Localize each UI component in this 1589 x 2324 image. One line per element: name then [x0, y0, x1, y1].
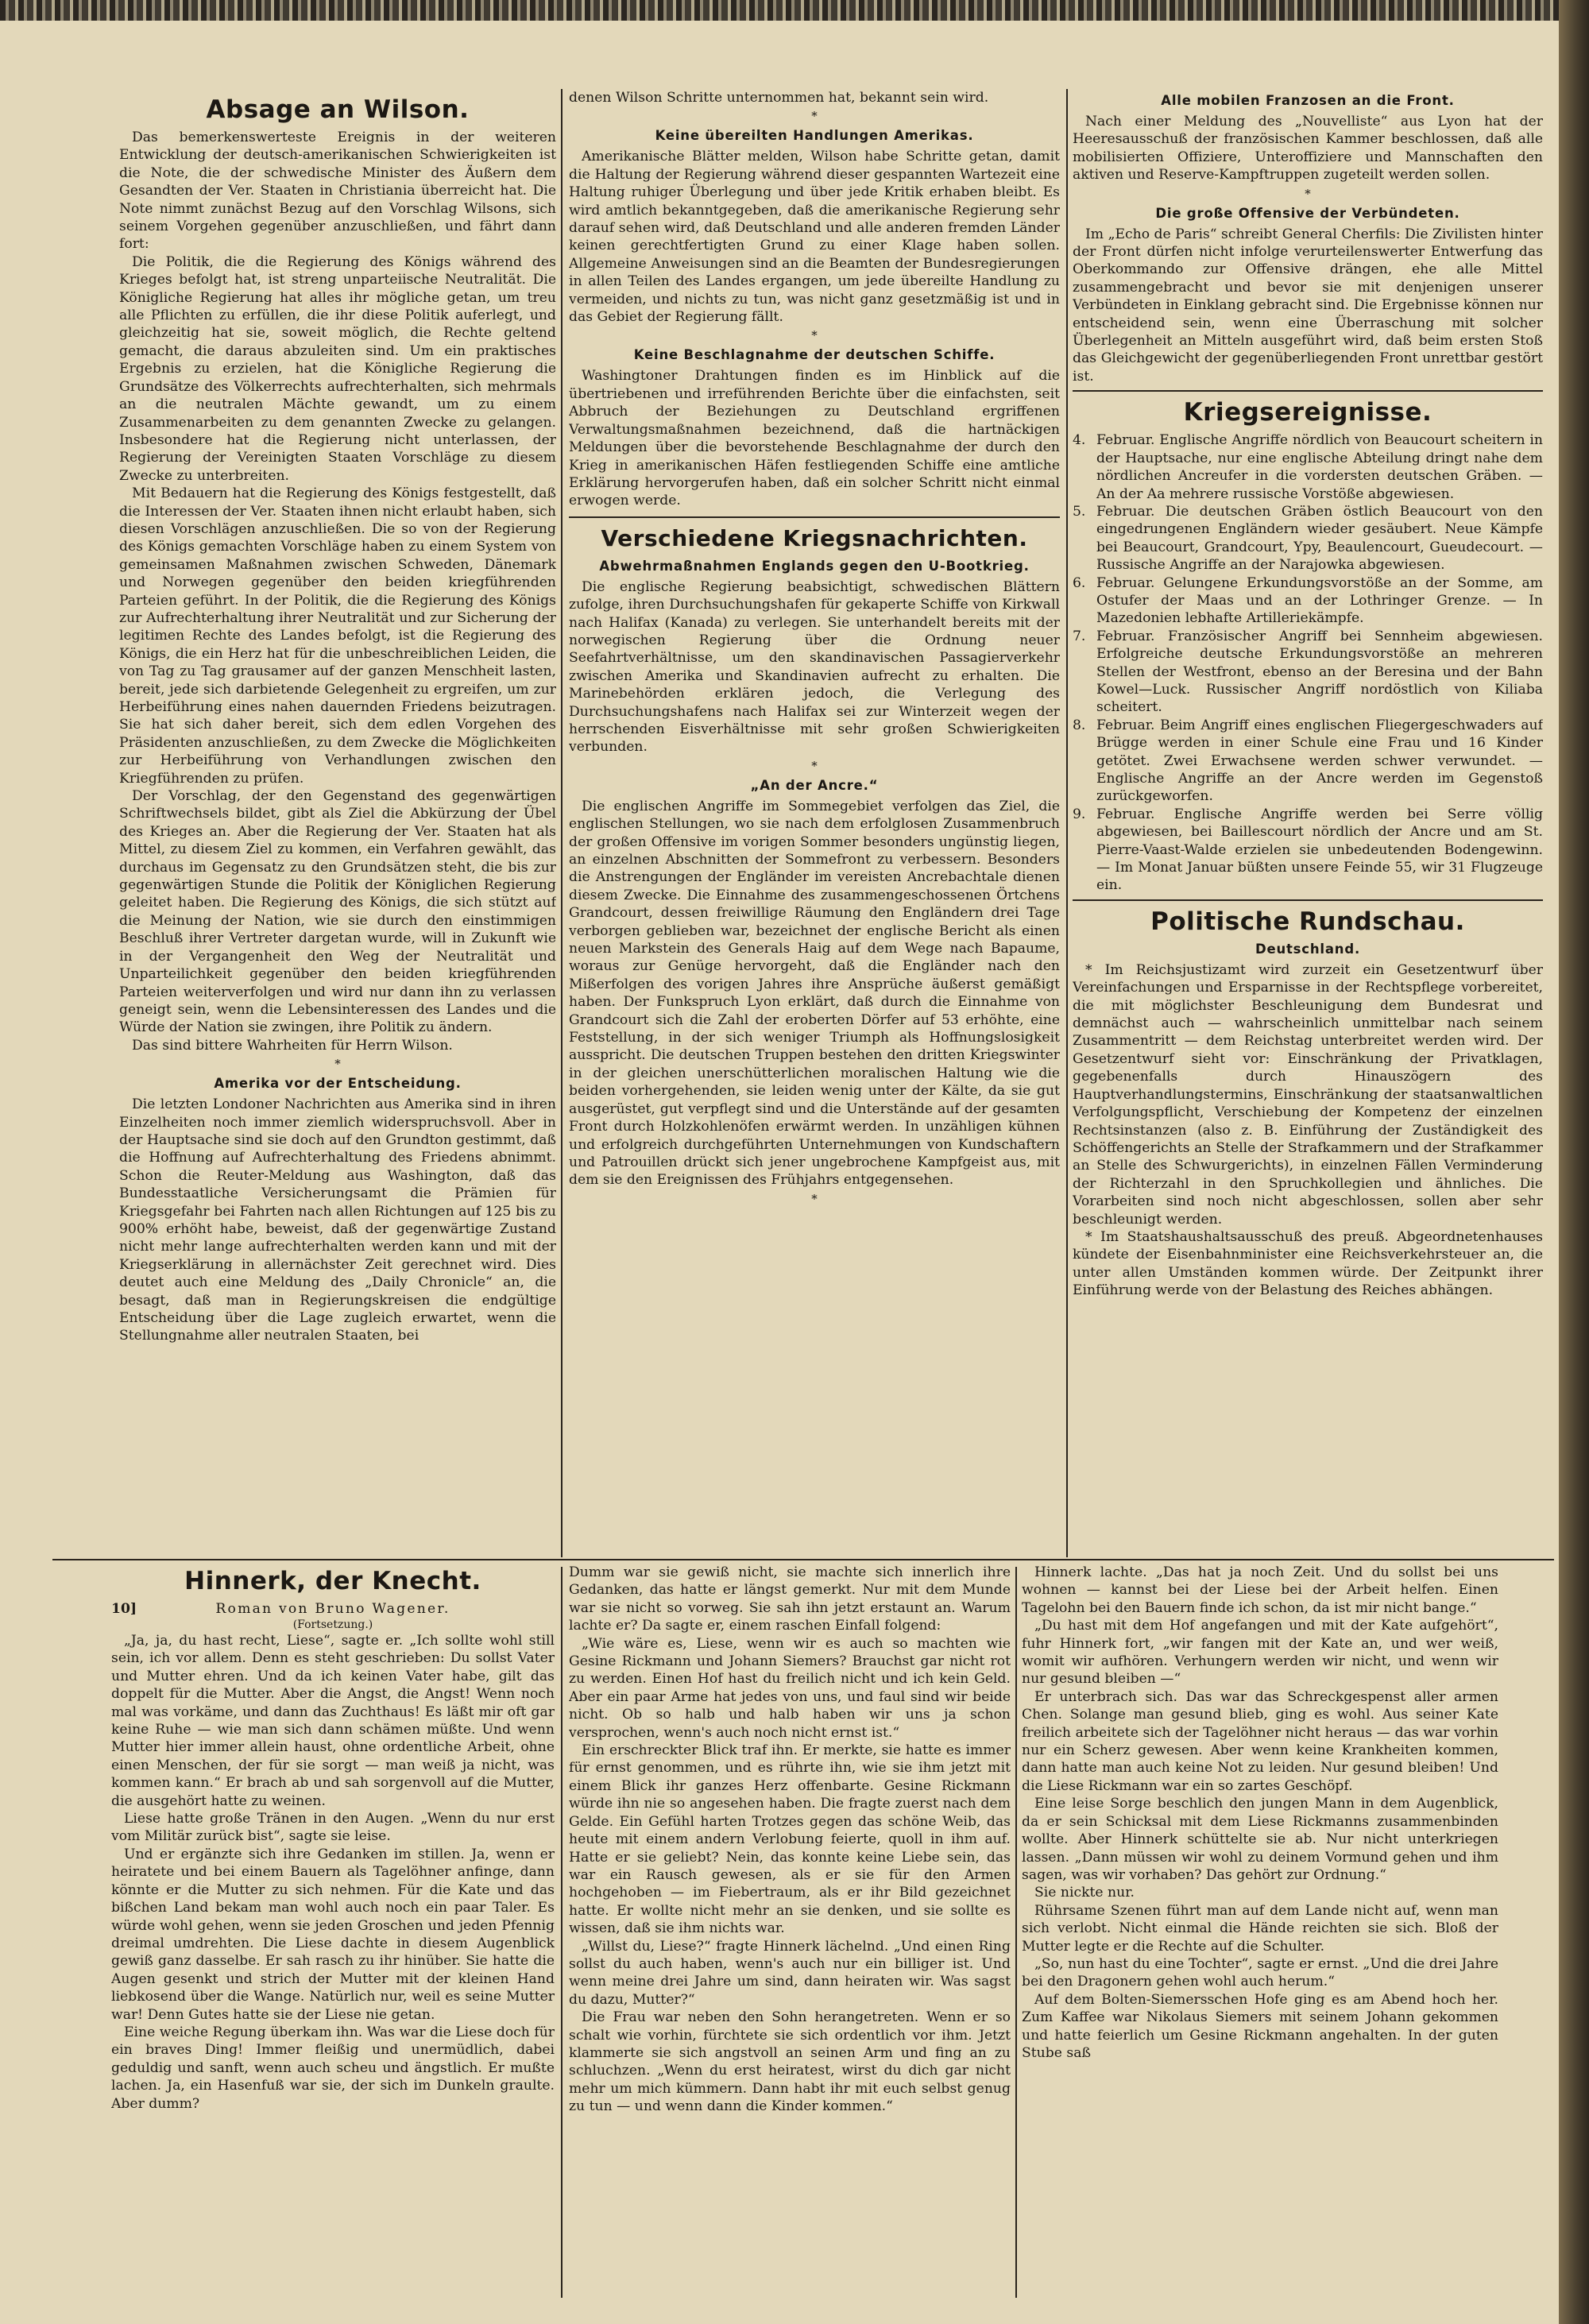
separator-star: *: [811, 758, 818, 773]
column-3: [1073, 89, 1543, 1557]
event-date: 5.: [1073, 503, 1086, 520]
event-date: 7.: [1073, 628, 1086, 644]
event-item: [1073, 574, 1543, 628]
article-paragraph: Die englischen Angriffe im Sommegebiet verfolgen das Ziel, die englischen Stellungen, wo sie nach dem erfolglosen Zusammenbruch der großen Offensive im vorigen Sommer besonders ungünstig liegen, an einzelnen Abschnitten der Sommefront zu verbessern. Besonders die Anstrengungen der Engländer im vereisten Ancrebachtale dienen diesem Zwecke. Die Einnahme des zusammengeschossenen Örtchens Grandcourt, dessen freiwillige Räumung den Engländern drei Tage verborgen geblieben war, bezeichnet der englische Bericht als einen neuen Markstein des Generals Haig auf dem Wege nach Bapaume, woraus zur Genüge hervorgeht, daß die Engländer nach den Mißerfolgen des vorigen Jahres ihre Ansprüche äußerst gemäßigt haben. Der Funkspruch Lyon erklärt, daß durch die Einnahme von Grandcourt sich die Zahl der eroberten Dörfer auf 53 erhöhte, eine Feststellung, in der sich weniger Triumph als Hoffnungslosigkeit ausspricht. Die deutschen Truppen bestehen den dritten Kriegswinter in der gleichen unerschütterlichen moralischen Haltung wie die beiden vorhergehenden, sie leiden wenig unter der Kälte, da sie gut ausgerüstet, gut verpflegt sind und die Unterstände auf der gesamten Front durch Holzkohlenöfen erwärmt werden. In unzähligen kühnen und erfolgreich durchgeführten Unternehmungen von Kundschaftern und Patrouillen drückt sich jener ungebrochene Kampfgeist aus, mit dem sie den Ereignissen des Frühjahrs entgegensehen.: [569, 798, 1060, 1189]
serial-paragraph: Und er ergänzte sich ihre Gedanken im stillen. Ja, wenn er heiratete und bei einem Bauern als Tagelöhner anfinge, dann könnte er die Mutter zu sich nehmen. Für die Kate und das bißchen Land bekam man wohl auch noch ein paar Taler. Es würde wohl gehen, wenn sie jeden Groschen und jeden Pfennig dreimal umdrehten. Die Liese dachte in diesem Augenblick gewiß ganz dasselbe. Er sah rasch zu ihr hinüber. Sie hatte die Augen gesenkt und strich der Mutter mit der kleinen Hand liebkosend über die Wange. Natürlich nur, weil es seine Mutter war! Denn Gutes hatte sie der Liese nie getan.: [111, 1846, 555, 2023]
serial-paragraph: Hinnerk lachte. „Das hat ja noch Zeit. Und du sollst bei uns wohnen — kannst bei der Liese bei der Arbeit helfen. Einen Tagelohn bei den Bauern finde ich schon, da ist mir nicht bange.“: [1022, 1564, 1498, 1616]
serial-paragraph: Auf dem Bolten-Siemersschen Hofe ging es am Abend hoch her. Zum Kaffee war Nikolaus Siemers mit seinem Johann gekommen und hatte feierlich um Gesine Rickmann angehalten. In der guten Stube saß: [1022, 1991, 1498, 2061]
article-paragraph: Der Vorschlag, der den Gegenstand des gegenwärtigen Schriftwechsels bildet, gibt als Ziel die Abkürzung der Übel des Krieges an. Aber die Regierung der Ver. Staaten hat als Mittel, zu diesem Ziel zu kommen, ein Verfahren gewählt, das durchaus im Gegensatz zu den Grundsätzen steht, die bis zur gegenwärtigen Stunde die Politik der Königlichen Regierung geleitet haben. Die Regierung des Königs, die sich stützt auf die Meinung der Nation, wie sie durch den einstimmigen Beschluß ihrer Vertreter dargetan wurde, will in Zukunft wie in der Vergangenheit den Weg der Neutralität und Unparteilichkeit gegenüber den beiden kriegführenden Parteien weiterverfolgen und wird nur dann ihn zu verlassen geneigt sein, wenn die Lebensinteressen des Landes und die Würde der Nation sie zwingen, ihre Politik zu ändern.: [119, 788, 556, 1036]
article-paragraph: Das bemerkenswerteste Ereignis in der weiteren Entwicklung der deutsch-amerikanischen Schwierigkeiten ist die Note, die der schwedische Minister des Äußern dem Gesandten der Ver. Staaten in Christiania überreicht hat. Die Note nimmt zunächst Bezug auf den Vorschlag Wilsons, sich seinem Vorgehen gegenüber anzuschließen, und fährt dann fort:: [119, 130, 556, 253]
section-rule: [1073, 899, 1543, 901]
separator-star: *: [334, 1057, 341, 1072]
serial-paragraph: „Willst du, Liese?“ fragte Hinnerk lächelnd. „Und einen Ring sollst du auch haben, wenn's auch nur ein billiger ist. Und wenn meine drei Jahre um sind, dann heiraten wir. Was sagst du dazu, Mutter?“: [569, 1938, 1011, 2008]
section-title-rundschau: Politische Rundschau.: [1150, 907, 1465, 936]
events-list: [1073, 431, 1543, 895]
serial-continuation: (Fortsetzung.): [292, 1618, 373, 1631]
serial-paragraph: Sie nickte nur.: [1034, 1885, 1135, 1901]
event-item: [1073, 717, 1543, 806]
separator-star: *: [811, 1191, 818, 1206]
column-rule-1: [561, 89, 563, 1557]
serial-paragraph: Eine leise Sorge beschlich den jungen Mann in dem Augenblick, da er sein Schicksal mit dem Liese Rickmanns zusammenbinden wollte. Aber Hinnerk schüttelte sie ab. Nur nicht unterkriegen lassen. „Dann müssen wir wohl zu deinem Vormund gehen und ihm sagen, was wir vorhaben? Das gehört zur Ordnung.“: [1022, 1796, 1498, 1883]
article-paragraph: Die Politik, die die Regierung des Königs während des Krieges befolgt hat, ist streng unparteiische Neutralität. Die Königliche Regierung hat alles ihr mögliche getan, um treu alle Pflichten zu erfüllen, die ihr diese Politik auferlegt, und gleichzeitig hat sie, soweit möglich, die Rechte geltend gemacht, die daraus abzuleiten sind. Um ein praktisches Ergebnis zu erzielen, hat die Königliche Regierung die Grundsätze des Völkerrechts aufrechterhalten, sich mehrmals an die neutralen Mächte gewandt, um zu einem Zusammenarbeiten zu dem genannten Zwecke zu gelangen. Insbesondere hat die Regierung nicht unterlassen, der Regierung der Vereinigten Staaten Vorschläge zu diesem Zwecke zu unterbreiten.: [119, 253, 556, 484]
serial-paragraph: Ein erschreckter Blick traf ihn. Er merkte, sie hatte es immer für ernst genommen, und es rührte ihn, wie sie ihm jetzt mit einem Blick ihr ganzes Herz offenbarte. Gesine Rickmann würde ihn nie so angesehen haben. Die fragte zuerst nach dem Gelde. Ein Gefühl harten Trotzes gegen das schöne Weib, das heute mit einem andern Verlobung feierte, quoll in ihm auf. Hatte er sie geliebt? Nein, das konnte keine Liebe sein, das war ein Rausch gewesen, als er sie für den Armen hochgehoben — im Fiebertraum, als er ihr Bild gezeichnet hatte. Er wollte nicht mehr an sie denken, und sie sollte es wissen, daß sie ihm nichts war.: [569, 1742, 1011, 1937]
column-rule-2: [1066, 89, 1068, 1557]
subheading-ancre: „An der Ancre.“: [750, 777, 879, 793]
event-text: Februar. Die deutschen Gräben östlich Beaucourt von den eingedrungenen Engländern wieder gesäubert. Neue Kämpfe bei Beaucourt, Grandcourt, Ypy, Beaulencourt, Gueudecourt. — Russische Angriffe an der Narajowka abgewiesen.: [1096, 503, 1543, 574]
serial-column-1: [111, 1564, 555, 2310]
article-paragraph: Washingtoner Drahtungen finden es im Hinblick auf die übertriebenen und irreführenden Berichte über die einfachsten, seit Abbruch der Beziehungen zu Deutschland ergriffenen Verwaltungsmaßnahmen bezeichnend, daß die hartnäckigen Meldungen über die bevorstehende Beschlagnahme der durch den Krieg in amerikanischen Häfen festliegenden Schiffe eine amtliche Erklärung hervorgerufen haben, daß ein solcher Schritt nicht einmal erwogen werde.: [569, 368, 1060, 509]
event-date: 6.: [1073, 574, 1086, 591]
separator-star: *: [1305, 186, 1311, 201]
section-rule: [1073, 390, 1543, 392]
serial-paragraph: „So, nun hast du eine Tochter“, sagte er ernst. „Und die drei Jahre bei den Dragonern gehen wohl auch herum.“: [1022, 1955, 1498, 1990]
event-date: 4.: [1073, 432, 1086, 449]
separator-star: *: [811, 328, 818, 343]
subheading-beschlagnahme: Keine Beschlagnahme der deutschen Schiffe.: [633, 347, 996, 363]
serial-paragraph: „Du hast mit dem Hof angefangen und mit der Kate aufgehört“, fuhr Hinnerk fort, „wir fangen mit der Kate an, und wer weiß, womit wir aufhören. Verhungern werden wir nicht, und wenn wir nur gesund bleiben —“: [1022, 1618, 1498, 1688]
subheading-abwehr: Abwehrmaßnahmen Englands gegen den U-Bootkrieg.: [599, 558, 1030, 574]
serial-paragraph: Dumm war sie gewiß nicht, sie machte sich innerlich ihre Gedanken, das hatte er längst gemerkt. Nur mit dem Munde war sie nicht so vorweg. Sie sah ihn jetzt erstaunt an. Warum lachte er? Da sagte er, einem raschen Einfall folgend:: [569, 1564, 1011, 1634]
section-rule: [569, 516, 1060, 518]
article-paragraph: Im „Echo de Paris“ schreibt General Cherfils: Die Zivilisten hinter der Front dürfen nicht infolge verurteilenswerter Entwerfung das Oberkommando zur Offensive drängen, ehe alle Mittel zusammengebracht und bevor sie mit denjenigen unserer Verbündeten in Einklang gebracht sind. Die Ergebnisse können nur entscheidend sein, wenn eine Überraschung mit solcher Überlegenheit an Mitteln ausgeführt wird, daß beim ersten Stoß das Gleichgewicht der gegenüberliegenden Front unrettbar gestört ist.: [1073, 226, 1543, 385]
page-binding-edge: [1559, 0, 1589, 2324]
event-item: [1073, 431, 1543, 503]
event-date: 8.: [1073, 717, 1086, 733]
serial-title: Hinnerk, der Knecht.: [184, 1567, 481, 1595]
article-paragraph: Die englische Regierung beabsichtigt, schwedischen Blättern zufolge, ihren Durchsuchungshafen für gekaperte Schiffe von Kirkwall nach Halifax (Kanada) zu verlegen. Sie unterhandelt bereits mit der norwegischen Regierung über die Ordnung neuer Seefahrtverhältnisse, um den skandinavischen Passagierverkehr zwischen Amerika und Skandinavien aufrecht zu erhalten. Die Marinebehörden erklären jedoch, die Verlegung des Durchsuchungshafens nach Halifax sei zur Winterzeit wegen der herrschenden Eisverhältnisse mit sehr großen Schwierigkeiten verbunden.: [569, 578, 1060, 756]
article-paragraph: * Im Staatshaushaltsausschuß des preuß. Abgeordnetenhauses kündete der Eisenbahnminister eine Reichsverkehrsteuer an, die unter allen Umständen kommen würde. Der Zeitpunkt ihrer Einführung werde von der Belastung des Reiches abhängen.: [1073, 1228, 1543, 1299]
serial-paragraph: Die Frau war neben den Sohn herangetreten. Wenn er so schalt wie vorhin, fürchtete sie sich ordentlich vor ihm. Jetzt klammerte sie sich angstvoll an seinen Arm und fing an zu schluchzen. „Wenn du erst heiratest, wirst du dich gar nicht mehr um mich kümmern. Dann habt ihr mit euch selbst genug zu tun — und wenn dann die Kinder kommen.“: [569, 2009, 1011, 2115]
serial-column-3: [1022, 1564, 1498, 2310]
serial-paragraph: „Wie wäre es, Liese, wenn wir es auch so machten wie Gesine Rickmann und Johann Siemers? Brauchst gar nicht rot zu werden. Einen Hof hast du freilich nicht und ich kein Geld. Aber ein paar Arme hat jedes von uns, und faul sind wir beide nicht. Ob so halb und halb haben wir uns ja schon versprochen, wenn's auch noch nicht ernst ist.“: [569, 1635, 1011, 1741]
column-rule-serial-1: [561, 1567, 563, 2298]
section-title-kriegsnachrichten: Verschiedene Kriegsnachrichten.: [601, 524, 1028, 551]
article-paragraph: Amerikanische Blätter melden, Wilson habe Schritte getan, damit die Haltung der Regierung während dieser gespannten Wartezeit eine Haltung ruhiger Überlegung und über jede Kritik erhaben bleibt. Es wird amtlich bekanntgegeben, daß die amerikanische Regierung sehr darauf sehen wird, daß Deutschland und alle anderen fremden Länder keinen gerechtfertigten Grund zu einer Klage haben sollen. Allgemeine Anweisungen sind an die Beamten der Bundesregierungen in allen Teilen des Landes ergangen, um jede übereilte Handlung zu vermeiden, und nichts zu tun, was nicht ganz gesetzmäßig ist und in das Gebiet der Regierung fällt.: [569, 149, 1060, 326]
subheading-keine-handlungen: Keine übereilten Handlungen Amerikas.: [655, 128, 974, 144]
event-text: Februar. Gelungene Erkundungsvorstöße an der Somme, am Ostufer der Maas und an der Lothringer Grenze. — In Mazedonien lebhafte Artilleriekämpfe.: [1096, 574, 1543, 627]
event-text: Februar. Französischer Angriff bei Sennheim abgewiesen. Erfolgreiche deutsche Erkundungsvorstöße an mehreren Stellen der Westfront, ebenso an der Beresina und der Bahn Kowel—Luck. Russischer Angriff nordöstlich von Kiliaba scheitert.: [1096, 628, 1543, 716]
serial-paragraph: Er unterbrach sich. Das war das Schreckgespenst aller armen Chen. Solange man gesund blieb, ging es wohl. Aus seiner Kate freilich arbeitete sich der Tagelöhner nicht heraus — das war vorhin nur ein Scherz gewesen. Aber wenn keine Krankheiten kommen, dann hatte man auch keine Not zu leiden. Nur gesund bleiben! Und die Liese Rickmann war ein so zartes Geschöpf.: [1022, 1688, 1498, 1794]
section-divider: [52, 1559, 1554, 1560]
serial-header-line: [111, 1600, 555, 1618]
column-rule-serial-2: [1015, 1567, 1017, 2298]
event-text: Februar. Englische Angriffe nördlich von Beaucourt scheitern in der Hauptsache, nur eine englische Abteilung dringt nahe dem nördlichen Ancreufer in die vordersten deutschen Gräben. — An der Aa mehrere russische Vorstöße abgewiesen.: [1096, 432, 1543, 502]
serial-paragraph: Rührsame Szenen führt man auf dem Lande nicht auf, wenn man sich verlobt. Nicht einmal die Hände reichten sie sich. Bloß der Mutter legte er die Rechte auf die Schulter.: [1022, 1902, 1498, 1955]
separator-star: *: [811, 109, 818, 124]
event-text: Februar. Beim Angriff eines englischen Fliegergeschwaders auf Brügge werden in einer Schule eine Frau und 16 Kinder getötet. Zwei Erwachsene werden schwer verwundet. — Englische Angriffe an der Ancre werden im Gegenstoß zurückgeworfen.: [1096, 717, 1543, 805]
serial-paragraph: „Ja, ja, du hast recht, Liese“, sagte er. „Ich sollte wohl still sein, ich vor allem. Denn es steht geschrieben: Du sollst Vater und Mutter ehren. Und da ich keinen Vater habe, gilt das doppelt für die Mutter. Aber die Angst, die Angst! Wenn noch mal was vorkäme, und dann das Zuchthaus! Es läßt mir oft gar keine Ruhe — wie man sich dann schämen müßte. Und wenn Mutter hier immer allein haust, ohne ordentliche Arbeit, ohne einen Menschen, der für sie sorgt — man weiß ja nicht, was kommen kann.“ Er brach ab und sah sorgenvoll auf die Mutter, die ausgehört hatte zu weinen.: [111, 1633, 555, 1809]
article-paragraph: * Im Reichsjustizamt wird zurzeit ein Gesetzentwurf über Vereinfachungen und Ersparnisse in der Rechtspflege vorbereitet, die mit möglichster Beschleunigung dem Bundesrat und demnächst auch — wahrscheinlich unmittelbar nach seinem Zusammentritt — dem Reichstag unterbreitet werden wird. Der Gesetzentwurf sieht vor: Einschränkung der Privatklagen, gegebenenfalls durch Hinauszögern des Hauptverhandlungstermins, Einschränkung der staatsanwaltlichen Verfolgungspflicht, Verschiebung der Kompetenz der einzelnen Rechtsinstanzen (also z. B. Einführung der Zuständigkeit des Schöffengerichts an Stelle der Strafkammern und der Strafkammer an Stelle des Schwurgerichts), in einzelnen Fällen Verminderung der Richterzahl in den Spruchkollegien und ähnliches. Die Vorarbeiten sind noch nicht abgeschlossen, sollen aber sehr beschleunigt werden.: [1073, 961, 1543, 1228]
event-text: Februar. Englische Angriffe werden bei Serre völlig abgewiesen, bei Baillescourt nördlich der Ancre und am St. Pierre-Vaast-Walde erzielen sie unbedeutenden Bodengewinn. — Im Monat Januar büßten unsere Feinde 55, wir 31 Flugzeuge ein.: [1096, 806, 1543, 894]
column-1: [119, 89, 556, 1557]
event-item: [1073, 503, 1543, 574]
subheading-deutschland: Deutschland.: [1255, 941, 1361, 957]
serial-installment-number: 10]: [111, 1601, 137, 1617]
subheading-franzosen: Alle mobilen Franzosen an die Front.: [1161, 93, 1455, 108]
subheading-offensive: Die große Offensive der Verbündeten.: [1155, 205, 1460, 221]
article-paragraph: Mit Bedauern hat die Regierung des Königs festgestellt, daß die Interessen der Ver. Staaten ihnen nicht erlaubt haben, sich diesen Vorschlägen anzuschließen. Die so von der Regierung des Königs gemachten Vorschläge haben zu einem System von gemeinsamen Maßnahmen zwischen Schweden, Dänemark und Norwegen gegenüber den beiden kriegführenden Parteien geführt. In der Politik, die die Regierung des Königs zur Aufrechterhaltung ihrer Neutralität und zur Sicherung der legitimen Rechte des Landes befolgt, ist die Regierung des Königs, die ein Herz hat für die unbeschreiblichen Leiden, die von Tag zu Tag grausamer auf der ganzen Menschheit lasten, bereit, jede sich darbietende Gelegenheit zu ergreifen, um zur Herbeiführung eines nahen dauernden Friedens beizutragen. Sie hat sich daher bereit, sich dem edlen Vorgehen des Präsidenten anzuschließen, zu dem Zwecke die Möglichkeiten zur Herbeiführung von Verhandlungen zwischen den Kriegführenden zu prüfen.: [119, 485, 556, 787]
article-paragraph: Das sind bittere Wahrheiten für Herrn Wilson.: [132, 1037, 453, 1054]
serial-byline: Roman von Bruno Wagener.: [215, 1601, 450, 1617]
section-title-kriegsereignisse: Kriegsereignisse.: [1183, 398, 1432, 427]
article-paragraph: Die letzten Londoner Nachrichten aus Amerika sind in ihren Einzelheiten noch immer ziemlich widerspruchsvoll. Aber in der Hauptsache sind sie doch auf den Grundton gestimmt, daß die Hoffnung auf Aufrechterhaltung des Friedens abnimmt. Schon die Reuter-Meldung aus Washington, daß das Bundesstaatliche Versicherungsamt die Prämien für Kriegsgefahr bei Fahrten nach allen Richtungen auf 125 bis zu 900% erhöht habe, beweist, daß der gegenwärtige Zustand nicht mehr lange aufrechterhalten werden kann und mit der Kriegserklärung in allernächster Zeit gerechnet wird. Dies deutet auch eine Meldung des „Daily Chronicle“ an, die besagt, daß man in Regierungskreisen die endgültige Entscheidung über die Lage zugleich erwartet, wenn die Stellungnahme aller neutralen Staaten, bei: [119, 1096, 556, 1344]
event-date: 9.: [1073, 806, 1086, 822]
event-item: [1073, 806, 1543, 895]
article-title-absage: Absage an Wilson.: [206, 95, 470, 124]
article-paragraph: Nach einer Meldung des „Nouvelliste“ aus Lyon hat der Heeresausschuß der französischen Kammer beschlossen, daß alle mobilisierten Offiziere, Unteroffiziere und Mannschaften den aktiven und Reserve-Kampftruppen zugeteilt werden sollen.: [1073, 114, 1543, 184]
column-2: [569, 89, 1060, 1557]
event-item: [1073, 628, 1543, 717]
article-paragraph: denen Wilson Schritte unternommen hat, bekannt sein wird.: [569, 90, 989, 106]
subheading-amerika: Amerika vor der Entscheidung.: [214, 1076, 462, 1092]
serial-paragraph: Eine weiche Regung überkam ihn. Was war die Liese doch für ein braves Ding! Immer fleißig und unermüdlich, dabei geduldig und sanft, wenn auch scheu und ängstlich. Er mußte lachen. Ja, ein Hasenfuß war sie, der sich im Dunkeln graulte. Aber dumm?: [111, 2024, 555, 2112]
serial-paragraph: Liese hatte große Tränen in den Augen. „Wenn du nur erst vom Militär zurück bist“, sagte sie leise.: [111, 1811, 555, 1845]
page-top-edge: [0, 0, 1589, 21]
serial-column-2: [569, 1564, 1011, 2310]
